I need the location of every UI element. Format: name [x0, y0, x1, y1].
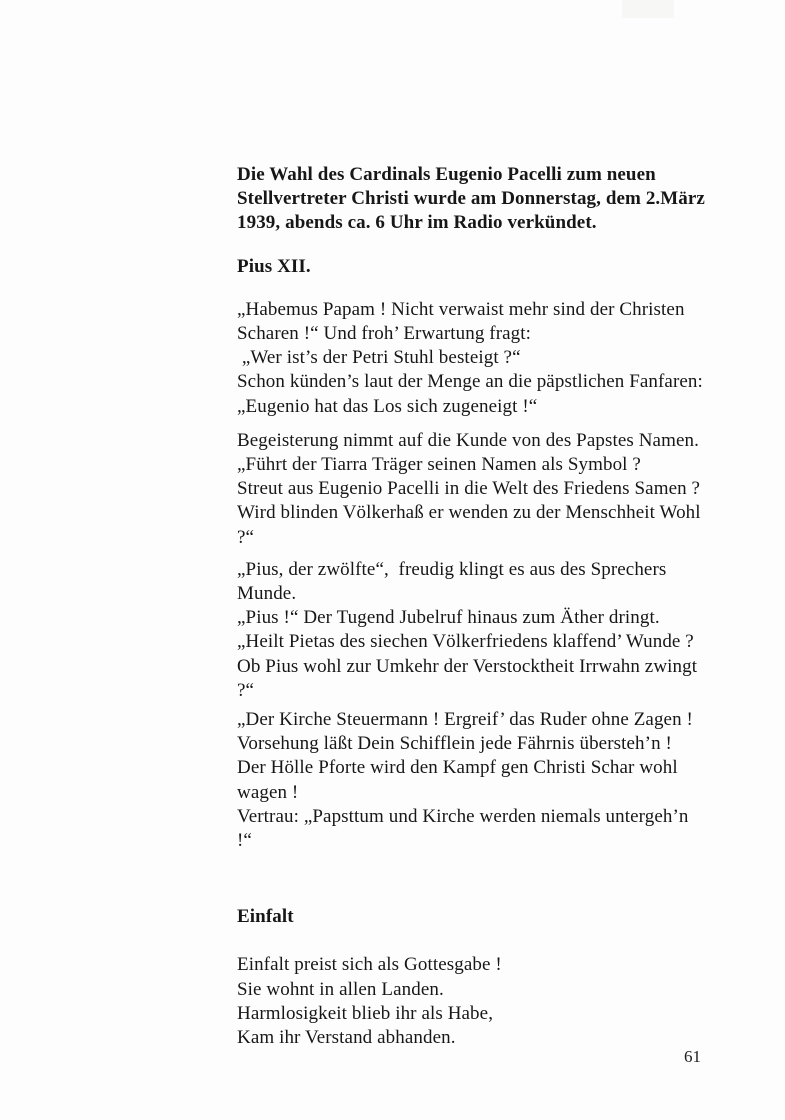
text-line: „Der Kirche Steuermann ! Ergreif’ das Ruder ohne Zagen !	[237, 709, 693, 731]
text-line: „Pius, der zwölfte“, freudig klingt es aus des Sprechers	[237, 558, 667, 580]
section-heading-einfalt: Einfalt	[237, 906, 294, 928]
text-line: „Wer ist’s der Petri Stuhl besteigt ?“	[237, 347, 521, 369]
text-line: 1939, abends ca. 6 Uhr im Radio verkündet.	[237, 212, 597, 234]
text-column	[237, 163, 723, 1050]
text-line: „Führt der Tiarra Träger seinen Namen als Symbol ?	[237, 454, 641, 476]
text-line: Munde.	[237, 583, 297, 605]
text-line: ?“	[237, 526, 255, 548]
text-line: Begeisterung nimmt auf die Kunde von des Papstes Namen.	[237, 429, 699, 451]
text-line: Harmlosigkeit blieb ihr als Habe,	[237, 1002, 494, 1024]
text-line: Vertrau: „Papsttum und Kirche werden niemals untergeh’n	[237, 805, 689, 827]
poem-title-pius: Pius XII.	[237, 255, 311, 277]
poem-stanza	[237, 953, 723, 1050]
text-line: Sie wohnt in allen Landen.	[237, 978, 444, 1000]
poem-stanza	[237, 298, 723, 419]
text-line: Streut aus Eugenio Pacelli in die Welt des Friedens Samen ?	[237, 478, 701, 500]
page-number: 61	[684, 1047, 701, 1066]
text-line: „Habemus Papam ! Nicht verwaist mehr sind der Christen	[237, 298, 685, 320]
text-line: Wird blinden Völkerhaß er wenden zu der Menschheit Wohl	[237, 502, 701, 524]
text-line: Die Wahl des Cardinals Eugenio Pacelli zum neuen	[237, 164, 656, 185]
intro-paragraph	[237, 163, 723, 236]
scan-artifact	[622, 0, 674, 18]
text-line: Ob Pius wohl zur Umkehr der Verstocktheit Irrwahn zwingt	[237, 655, 698, 677]
text-line: „Pius !“ Der Tugend Jubelruf hinaus zum Äther dringt.	[237, 607, 660, 629]
text-line: !“	[237, 830, 252, 852]
text-line: Kam ihr Verstand abhanden.	[237, 1027, 456, 1049]
text-line: Schon künden’s laut der Menge an die päpstlichen Fanfaren:	[237, 371, 703, 393]
text-line: Vorsehung läßt Dein Schifflein jede Fährnis übersteh’n !	[237, 733, 672, 755]
text-line: Stellvertreter Christi wurde am Donnerstag, dem 2.März	[237, 188, 705, 210]
text-line: Der Hölle Pforte wird den Kampf gen Christi Schar wohl	[237, 757, 678, 779]
text-line: wagen !	[237, 781, 299, 803]
text-line: „Eugenio hat das Los sich zugeneigt !“	[237, 395, 538, 417]
text-line: Scharen !“ Und froh’ Erwartung fragt:	[237, 323, 532, 345]
poem-stanza	[237, 708, 723, 853]
text-line: ?“	[237, 679, 255, 701]
text-line: „Heilt Pietas des siechen Völkerfriedens klaffend’ Wunde ?	[237, 631, 694, 653]
poem-stanza	[237, 558, 723, 703]
text-line: Einfalt preist sich als Gottesgabe !	[237, 954, 502, 976]
poem-stanza	[237, 429, 723, 550]
